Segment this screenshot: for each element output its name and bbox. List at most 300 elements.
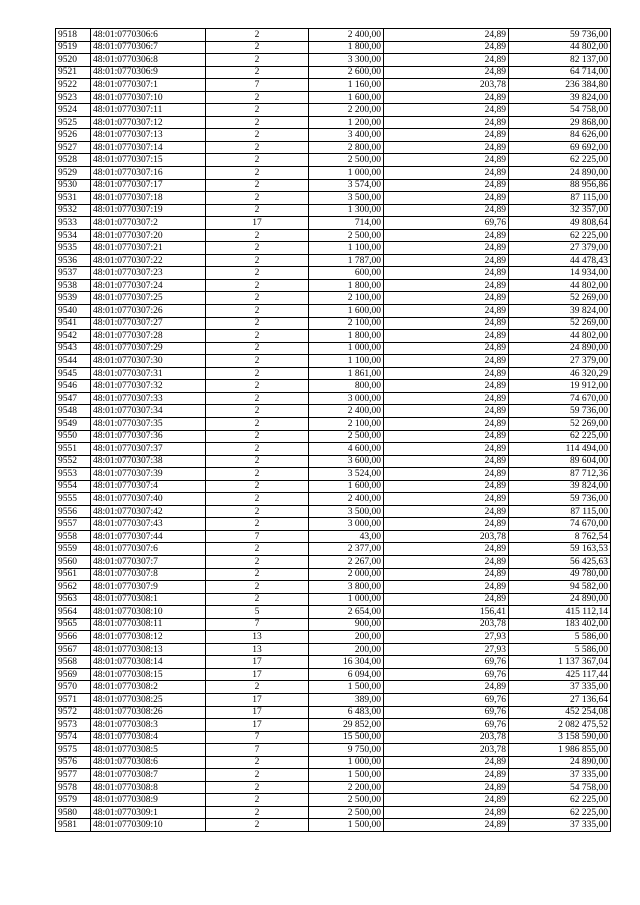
area-cell: 2 200,00 xyxy=(309,104,384,117)
area-cell: 2 000,00 xyxy=(309,568,384,581)
row-number-cell: 9570 xyxy=(56,681,91,694)
table-row xyxy=(56,443,611,456)
cadastral-number-cell: 48:01:0770307:16 xyxy=(91,167,206,180)
row-number-cell: 9520 xyxy=(56,54,91,67)
category-code-cell: 2 xyxy=(206,104,309,117)
table-row xyxy=(56,493,611,506)
category-code-cell: 2 xyxy=(206,555,309,568)
cadastral-number-cell: 48:01:0770307:23 xyxy=(91,267,206,280)
table-row xyxy=(56,330,611,343)
table-row xyxy=(56,744,611,757)
total-value-cell: 415 112,14 xyxy=(509,606,611,619)
category-code-cell: 2 xyxy=(206,342,309,355)
table-row xyxy=(56,643,611,656)
total-value-cell: 94 582,00 xyxy=(509,581,611,594)
category-code-cell: 2 xyxy=(206,179,309,192)
table-row xyxy=(56,179,611,192)
total-value-cell: 62 225,00 xyxy=(509,154,611,167)
cadastral-number-cell: 48:01:0770307:35 xyxy=(91,417,206,430)
category-code-cell: 2 xyxy=(206,380,309,393)
category-code-cell: 2 xyxy=(206,769,309,782)
area-cell: 2 500,00 xyxy=(309,154,384,167)
rate-cell: 203,78 xyxy=(384,618,509,631)
area-cell: 2 377,00 xyxy=(309,543,384,556)
area-cell: 900,00 xyxy=(309,618,384,631)
row-number-cell: 9545 xyxy=(56,367,91,380)
area-cell: 29 852,00 xyxy=(309,719,384,732)
cadastral-number-cell: 48:01:0770308:9 xyxy=(91,794,206,807)
cadastral-number-cell: 48:01:0770306:6 xyxy=(91,29,206,42)
total-value-cell: 56 425,63 xyxy=(509,555,611,568)
area-cell: 1 600,00 xyxy=(309,480,384,493)
rate-cell: 24,89 xyxy=(384,279,509,292)
table-row xyxy=(56,141,611,154)
category-code-cell: 2 xyxy=(206,367,309,380)
table-row xyxy=(56,593,611,606)
row-number-cell: 9532 xyxy=(56,204,91,217)
table-body xyxy=(56,29,611,832)
rate-cell: 24,89 xyxy=(384,305,509,318)
row-number-cell: 9559 xyxy=(56,543,91,556)
category-code-cell: 2 xyxy=(206,41,309,54)
rate-cell: 24,89 xyxy=(384,116,509,129)
total-value-cell: 84 626,00 xyxy=(509,129,611,142)
row-number-cell: 9547 xyxy=(56,392,91,405)
total-value-cell: 62 225,00 xyxy=(509,229,611,242)
area-cell: 1 800,00 xyxy=(309,41,384,54)
cadastral-number-cell: 48:01:0770307:38 xyxy=(91,455,206,468)
category-code-cell: 2 xyxy=(206,518,309,531)
area-cell: 4 600,00 xyxy=(309,443,384,456)
area-cell: 15 500,00 xyxy=(309,731,384,744)
category-code-cell: 2 xyxy=(206,430,309,443)
row-number-cell: 9574 xyxy=(56,731,91,744)
category-code-cell: 17 xyxy=(206,693,309,706)
cadastral-number-cell: 48:01:0770307:34 xyxy=(91,405,206,418)
cadastral-number-cell: 48:01:0770308:6 xyxy=(91,756,206,769)
total-value-cell: 39 824,00 xyxy=(509,91,611,104)
total-value-cell: 37 335,00 xyxy=(509,681,611,694)
rate-cell: 27,93 xyxy=(384,643,509,656)
row-number-cell: 9560 xyxy=(56,555,91,568)
row-number-cell: 9531 xyxy=(56,192,91,205)
category-code-cell: 2 xyxy=(206,29,309,42)
cadastral-number-cell: 48:01:0770307:10 xyxy=(91,91,206,104)
cadastral-number-cell: 48:01:0770307:33 xyxy=(91,392,206,405)
area-cell: 2 100,00 xyxy=(309,292,384,305)
category-code-cell: 2 xyxy=(206,229,309,242)
table-row xyxy=(56,417,611,430)
category-code-cell: 2 xyxy=(206,756,309,769)
row-number-cell: 9537 xyxy=(56,267,91,280)
category-code-cell: 2 xyxy=(206,267,309,280)
total-value-cell: 87 115,00 xyxy=(509,505,611,518)
row-number-cell: 9542 xyxy=(56,330,91,343)
rate-cell: 69,76 xyxy=(384,656,509,669)
cadastral-number-cell: 48:01:0770306:8 xyxy=(91,54,206,67)
table-row xyxy=(56,66,611,79)
cadastral-number-cell: 48:01:0770307:21 xyxy=(91,242,206,255)
rate-cell: 69,76 xyxy=(384,706,509,719)
total-value-cell: 59 736,00 xyxy=(509,29,611,42)
rate-cell: 69,76 xyxy=(384,668,509,681)
cadastral-number-cell: 48:01:0770307:19 xyxy=(91,204,206,217)
category-code-cell: 2 xyxy=(206,129,309,142)
total-value-cell: 39 824,00 xyxy=(509,305,611,318)
rate-cell: 24,89 xyxy=(384,367,509,380)
cadastral-number-cell: 48:01:0770308:14 xyxy=(91,656,206,669)
rate-cell: 24,89 xyxy=(384,54,509,67)
category-code-cell: 2 xyxy=(206,54,309,67)
rate-cell: 24,89 xyxy=(384,794,509,807)
row-number-cell: 9526 xyxy=(56,129,91,142)
cadastral-number-cell: 48:01:0770307:30 xyxy=(91,355,206,368)
row-number-cell: 9522 xyxy=(56,79,91,92)
cadastral-number-cell: 48:01:0770309:10 xyxy=(91,819,206,832)
cadastral-number-cell: 48:01:0770307:28 xyxy=(91,330,206,343)
total-value-cell: 1 137 367,04 xyxy=(509,656,611,669)
total-value-cell: 27 379,00 xyxy=(509,242,611,255)
category-code-cell: 2 xyxy=(206,468,309,481)
category-code-cell: 17 xyxy=(206,668,309,681)
cadastral-number-cell: 48:01:0770308:4 xyxy=(91,731,206,744)
rate-cell: 24,89 xyxy=(384,141,509,154)
cadastral-number-cell: 48:01:0770307:14 xyxy=(91,141,206,154)
area-cell: 1 200,00 xyxy=(309,116,384,129)
rate-cell: 24,89 xyxy=(384,380,509,393)
total-value-cell: 452 254,08 xyxy=(509,706,611,719)
area-cell: 200,00 xyxy=(309,643,384,656)
rate-cell: 24,89 xyxy=(384,204,509,217)
total-value-cell: 62 225,00 xyxy=(509,806,611,819)
category-code-cell: 13 xyxy=(206,643,309,656)
table-row xyxy=(56,229,611,242)
area-cell: 3 524,00 xyxy=(309,468,384,481)
cadastral-number-cell: 48:01:0770307:42 xyxy=(91,505,206,518)
total-value-cell: 27 379,00 xyxy=(509,355,611,368)
cadastral-number-cell: 48:01:0770308:8 xyxy=(91,781,206,794)
row-number-cell: 9577 xyxy=(56,769,91,782)
total-value-cell: 62 225,00 xyxy=(509,794,611,807)
row-number-cell: 9533 xyxy=(56,217,91,230)
area-cell: 1 861,00 xyxy=(309,367,384,380)
total-value-cell: 8 762,54 xyxy=(509,530,611,543)
total-value-cell: 64 714,00 xyxy=(509,66,611,79)
area-cell: 3 300,00 xyxy=(309,54,384,67)
area-cell: 2 500,00 xyxy=(309,794,384,807)
category-code-cell: 2 xyxy=(206,355,309,368)
cadastral-number-cell: 48:01:0770307:40 xyxy=(91,493,206,506)
row-number-cell: 9569 xyxy=(56,668,91,681)
row-number-cell: 9552 xyxy=(56,455,91,468)
row-number-cell: 9529 xyxy=(56,167,91,180)
table-row xyxy=(56,41,611,54)
row-number-cell: 9572 xyxy=(56,706,91,719)
total-value-cell: 44 802,00 xyxy=(509,330,611,343)
total-value-cell: 54 758,00 xyxy=(509,104,611,117)
table-row xyxy=(56,254,611,267)
row-number-cell: 9544 xyxy=(56,355,91,368)
cadastral-number-cell: 48:01:0770307:25 xyxy=(91,292,206,305)
area-cell: 3 500,00 xyxy=(309,192,384,205)
area-cell: 2 400,00 xyxy=(309,29,384,42)
area-cell: 2 400,00 xyxy=(309,493,384,506)
table-row xyxy=(56,756,611,769)
cadastral-number-cell: 48:01:0770308:25 xyxy=(91,693,206,706)
total-value-cell: 114 494,00 xyxy=(509,443,611,456)
row-number-cell: 9521 xyxy=(56,66,91,79)
table-row xyxy=(56,693,611,706)
total-value-cell: 2 082 475,52 xyxy=(509,719,611,732)
row-number-cell: 9575 xyxy=(56,744,91,757)
category-code-cell: 2 xyxy=(206,242,309,255)
category-code-cell: 7 xyxy=(206,79,309,92)
category-code-cell: 2 xyxy=(206,806,309,819)
row-number-cell: 9528 xyxy=(56,154,91,167)
category-code-cell: 2 xyxy=(206,581,309,594)
total-value-cell: 52 269,00 xyxy=(509,417,611,430)
rate-cell: 24,89 xyxy=(384,254,509,267)
cadastral-number-cell: 48:01:0770307:15 xyxy=(91,154,206,167)
rate-cell: 24,89 xyxy=(384,819,509,832)
rate-cell: 203,78 xyxy=(384,79,509,92)
total-value-cell: 24 890,00 xyxy=(509,593,611,606)
rate-cell: 24,89 xyxy=(384,581,509,594)
cadastral-number-cell: 48:01:0770307:44 xyxy=(91,530,206,543)
area-cell: 2 100,00 xyxy=(309,417,384,430)
rate-cell: 24,89 xyxy=(384,104,509,117)
row-number-cell: 9562 xyxy=(56,581,91,594)
rate-cell: 24,89 xyxy=(384,167,509,180)
table-row xyxy=(56,706,611,719)
cadastral-number-cell: 48:01:0770308:15 xyxy=(91,668,206,681)
cadastral-number-cell: 48:01:0770307:43 xyxy=(91,518,206,531)
cadastral-number-cell: 48:01:0770308:12 xyxy=(91,631,206,644)
rate-cell: 203,78 xyxy=(384,530,509,543)
total-value-cell: 1 986 855,00 xyxy=(509,744,611,757)
area-cell: 1 800,00 xyxy=(309,330,384,343)
rate-cell: 24,89 xyxy=(384,342,509,355)
rate-cell: 24,89 xyxy=(384,267,509,280)
row-number-cell: 9540 xyxy=(56,305,91,318)
row-number-cell: 9536 xyxy=(56,254,91,267)
row-number-cell: 9541 xyxy=(56,317,91,330)
cadastral-number-cell: 48:01:0770307:37 xyxy=(91,443,206,456)
rate-cell: 24,89 xyxy=(384,91,509,104)
table-row xyxy=(56,192,611,205)
table-row xyxy=(56,342,611,355)
row-number-cell: 9550 xyxy=(56,430,91,443)
category-code-cell: 2 xyxy=(206,480,309,493)
category-code-cell: 2 xyxy=(206,317,309,330)
total-value-cell: 37 335,00 xyxy=(509,769,611,782)
table-row xyxy=(56,819,611,832)
area-cell: 2 800,00 xyxy=(309,141,384,154)
category-code-cell: 2 xyxy=(206,417,309,430)
table-row xyxy=(56,242,611,255)
cadastral-number-cell: 48:01:0770308:10 xyxy=(91,606,206,619)
table-row xyxy=(56,104,611,117)
table-row xyxy=(56,769,611,782)
category-code-cell: 7 xyxy=(206,618,309,631)
table-row xyxy=(56,781,611,794)
total-value-cell: 44 802,00 xyxy=(509,41,611,54)
area-cell: 1 100,00 xyxy=(309,242,384,255)
area-cell: 3 000,00 xyxy=(309,518,384,531)
cadastral-number-cell: 48:01:0770307:9 xyxy=(91,581,206,594)
area-cell: 1 000,00 xyxy=(309,167,384,180)
rate-cell: 24,89 xyxy=(384,518,509,531)
category-code-cell: 7 xyxy=(206,744,309,757)
total-value-cell: 183 402,00 xyxy=(509,618,611,631)
total-value-cell: 27 136,64 xyxy=(509,693,611,706)
area-cell: 2 267,00 xyxy=(309,555,384,568)
row-number-cell: 9565 xyxy=(56,618,91,631)
category-code-cell: 2 xyxy=(206,204,309,217)
rate-cell: 24,89 xyxy=(384,154,509,167)
category-code-cell: 17 xyxy=(206,217,309,230)
total-value-cell: 82 137,00 xyxy=(509,54,611,67)
rate-cell: 24,89 xyxy=(384,781,509,794)
table-row xyxy=(56,794,611,807)
cadastral-number-cell: 48:01:0770307:27 xyxy=(91,317,206,330)
total-value-cell: 425 117,44 xyxy=(509,668,611,681)
rate-cell: 24,89 xyxy=(384,455,509,468)
rate-cell: 24,89 xyxy=(384,443,509,456)
category-code-cell: 5 xyxy=(206,606,309,619)
category-code-cell: 2 xyxy=(206,781,309,794)
row-number-cell: 9581 xyxy=(56,819,91,832)
row-number-cell: 9535 xyxy=(56,242,91,255)
rate-cell: 24,89 xyxy=(384,242,509,255)
table-row xyxy=(56,29,611,42)
area-cell: 2 500,00 xyxy=(309,806,384,819)
rate-cell: 24,89 xyxy=(384,355,509,368)
table-row xyxy=(56,618,611,631)
cadastral-number-cell: 48:01:0770306:9 xyxy=(91,66,206,79)
table-row xyxy=(56,292,611,305)
area-cell: 1 160,00 xyxy=(309,79,384,92)
table-row xyxy=(56,91,611,104)
category-code-cell: 2 xyxy=(206,330,309,343)
category-code-cell: 2 xyxy=(206,279,309,292)
category-code-cell: 2 xyxy=(206,91,309,104)
rate-cell: 24,89 xyxy=(384,493,509,506)
row-number-cell: 9580 xyxy=(56,806,91,819)
cadastral-number-cell: 48:01:0770308:26 xyxy=(91,706,206,719)
table-row xyxy=(56,543,611,556)
area-cell: 200,00 xyxy=(309,631,384,644)
rate-cell: 69,76 xyxy=(384,693,509,706)
area-cell: 3 500,00 xyxy=(309,505,384,518)
area-cell: 1 600,00 xyxy=(309,305,384,318)
total-value-cell: 14 934,00 xyxy=(509,267,611,280)
table-row xyxy=(56,656,611,669)
rate-cell: 27,93 xyxy=(384,631,509,644)
row-number-cell: 9538 xyxy=(56,279,91,292)
cadastral-number-cell: 48:01:0770307:24 xyxy=(91,279,206,292)
total-value-cell: 74 670,00 xyxy=(509,392,611,405)
row-number-cell: 9578 xyxy=(56,781,91,794)
area-cell: 1 000,00 xyxy=(309,342,384,355)
row-number-cell: 9523 xyxy=(56,91,91,104)
category-code-cell: 2 xyxy=(206,505,309,518)
cadastral-number-cell: 48:01:0770307:20 xyxy=(91,229,206,242)
area-cell: 2 654,00 xyxy=(309,606,384,619)
table-row xyxy=(56,367,611,380)
row-number-cell: 9576 xyxy=(56,756,91,769)
total-value-cell: 62 225,00 xyxy=(509,430,611,443)
cadastral-number-cell: 48:01:0770308:3 xyxy=(91,719,206,732)
row-number-cell: 9563 xyxy=(56,593,91,606)
total-value-cell: 52 269,00 xyxy=(509,292,611,305)
area-cell: 3 400,00 xyxy=(309,129,384,142)
table-row xyxy=(56,668,611,681)
category-code-cell: 7 xyxy=(206,731,309,744)
table-row xyxy=(56,116,611,129)
table-row xyxy=(56,806,611,819)
table-row xyxy=(56,279,611,292)
area-cell: 1 000,00 xyxy=(309,756,384,769)
row-number-cell: 9539 xyxy=(56,292,91,305)
table-row xyxy=(56,719,611,732)
total-value-cell: 59 163,53 xyxy=(509,543,611,556)
cadastral-number-cell: 48:01:0770307:17 xyxy=(91,179,206,192)
area-cell: 1 500,00 xyxy=(309,819,384,832)
category-code-cell: 17 xyxy=(206,656,309,669)
table-row xyxy=(56,455,611,468)
total-value-cell: 24 890,00 xyxy=(509,342,611,355)
cadastral-number-cell: 48:01:0770307:4 xyxy=(91,480,206,493)
category-code-cell: 2 xyxy=(206,593,309,606)
row-number-cell: 9555 xyxy=(56,493,91,506)
cadastral-number-cell: 48:01:0770307:36 xyxy=(91,430,206,443)
area-cell: 1 300,00 xyxy=(309,204,384,217)
row-number-cell: 9566 xyxy=(56,631,91,644)
row-number-cell: 9530 xyxy=(56,179,91,192)
rate-cell: 24,89 xyxy=(384,806,509,819)
category-code-cell: 2 xyxy=(206,292,309,305)
total-value-cell: 49 780,00 xyxy=(509,568,611,581)
category-code-cell: 13 xyxy=(206,631,309,644)
category-code-cell: 2 xyxy=(206,493,309,506)
category-code-cell: 2 xyxy=(206,66,309,79)
area-cell: 1 787,00 xyxy=(309,254,384,267)
rate-cell: 24,89 xyxy=(384,555,509,568)
area-cell: 2 600,00 xyxy=(309,66,384,79)
total-value-cell: 5 586,00 xyxy=(509,643,611,656)
table-row xyxy=(56,267,611,280)
table-row xyxy=(56,530,611,543)
cadastral-number-cell: 48:01:0770307:29 xyxy=(91,342,206,355)
table-row xyxy=(56,505,611,518)
table-row xyxy=(56,430,611,443)
cadastral-number-cell: 48:01:0770309:1 xyxy=(91,806,206,819)
cadastral-number-cell: 48:01:0770307:13 xyxy=(91,129,206,142)
area-cell: 1 800,00 xyxy=(309,279,384,292)
category-code-cell: 2 xyxy=(206,794,309,807)
rate-cell: 24,89 xyxy=(384,29,509,42)
row-number-cell: 9534 xyxy=(56,229,91,242)
total-value-cell: 52 269,00 xyxy=(509,317,611,330)
cadastral-number-cell: 48:01:0770307:39 xyxy=(91,468,206,481)
cadastral-number-cell: 48:01:0770307:31 xyxy=(91,367,206,380)
area-cell: 389,00 xyxy=(309,693,384,706)
area-cell: 9 750,00 xyxy=(309,744,384,757)
total-value-cell: 88 956,86 xyxy=(509,179,611,192)
table-row xyxy=(56,217,611,230)
row-number-cell: 9579 xyxy=(56,794,91,807)
